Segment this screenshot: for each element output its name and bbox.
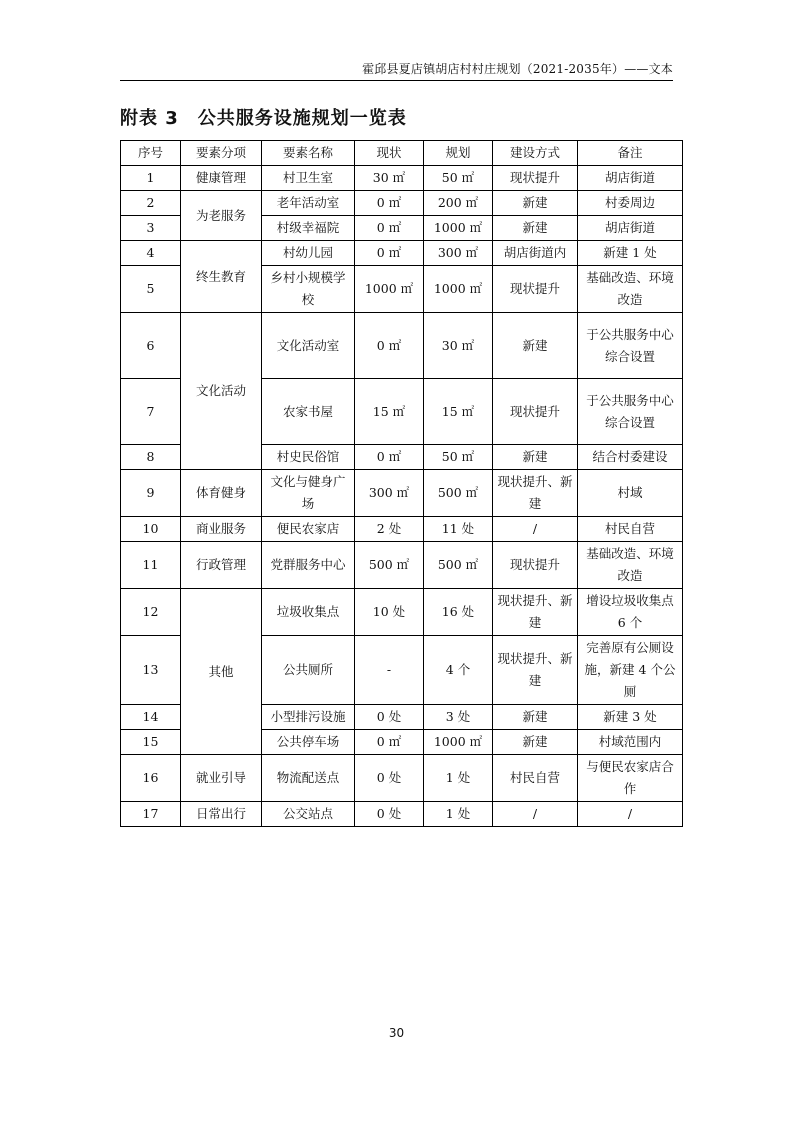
table-row — [121, 542, 683, 589]
cell-plan: 11 处 — [424, 517, 493, 542]
cell-method: 现状提升、新建 — [493, 589, 578, 636]
cell-note: 村域范围内 — [578, 730, 683, 755]
cell-name: 文化活动室 — [262, 313, 355, 379]
cell-no: 17 — [121, 802, 181, 827]
cell-no: 13 — [121, 636, 181, 705]
cell-plan: 1 处 — [424, 802, 493, 827]
cell-note: 村民自营 — [578, 517, 683, 542]
cell-note: 与便民农家店合作 — [578, 755, 683, 802]
cell-no: 7 — [121, 379, 181, 445]
cell-no: 9 — [121, 470, 181, 517]
cell-name: 乡村小规模学校 — [262, 266, 355, 313]
cell-name: 小型排污设施 — [262, 705, 355, 730]
cell-method: 村民自营 — [493, 755, 578, 802]
cell-note: 结合村委建设 — [578, 445, 683, 470]
cell-method: 现状提升 — [493, 542, 578, 589]
cell-current: 30 ㎡ — [355, 166, 424, 191]
running-header: 霍邱县夏店镇胡店村村庄规划（2021-2035年）——文本 — [362, 62, 673, 76]
cell-plan: 1 处 — [424, 755, 493, 802]
cell-plan: 1000 ㎡ — [424, 216, 493, 241]
cell-note: 于公共服务中心综合设置 — [578, 313, 683, 379]
cell-name: 物流配送点 — [262, 755, 355, 802]
cell-method: 现状提升 — [493, 379, 578, 445]
cell-current: 2 处 — [355, 517, 424, 542]
cell-current: 0 ㎡ — [355, 241, 424, 266]
cell-no: 4 — [121, 241, 181, 266]
cell-plan: 1000 ㎡ — [424, 266, 493, 313]
cell-no: 5 — [121, 266, 181, 313]
table-row — [121, 802, 683, 827]
cell-note: 新建 3 处 — [578, 705, 683, 730]
cell-plan: 50 ㎡ — [424, 166, 493, 191]
cell-category: 体育健身 — [181, 470, 262, 517]
cell-name: 公共停车场 — [262, 730, 355, 755]
cell-note: 于公共服务中心综合设置 — [578, 379, 683, 445]
cell-plan: 1000 ㎡ — [424, 730, 493, 755]
cell-plan: 4 个 — [424, 636, 493, 705]
cell-current: 0 处 — [355, 705, 424, 730]
cell-no: 3 — [121, 216, 181, 241]
cell-method: 新建 — [493, 313, 578, 379]
cell-no: 6 — [121, 313, 181, 379]
cell-name: 垃圾收集点 — [262, 589, 355, 636]
cell-method: 新建 — [493, 705, 578, 730]
facilities-table — [120, 140, 683, 827]
cell-method: 新建 — [493, 445, 578, 470]
cell-method: 新建 — [493, 216, 578, 241]
cell-note: 村域 — [578, 470, 683, 517]
cell-plan: 3 处 — [424, 705, 493, 730]
cell-current: 0 处 — [355, 755, 424, 802]
cell-current: 300 ㎡ — [355, 470, 424, 517]
cell-current: 10 处 — [355, 589, 424, 636]
cell-no: 16 — [121, 755, 181, 802]
header-note: 备注 — [578, 141, 683, 166]
cell-current: 0 ㎡ — [355, 216, 424, 241]
cell-method: 新建 — [493, 191, 578, 216]
cell-method: 现状提升、新建 — [493, 470, 578, 517]
cell-category: 终生教育 — [181, 241, 262, 313]
cell-name: 村史民俗馆 — [262, 445, 355, 470]
table-title: 附表 3 公共服务设施规划一览表 — [120, 108, 407, 129]
cell-no: 10 — [121, 517, 181, 542]
cell-current: 0 ㎡ — [355, 191, 424, 216]
cell-no: 2 — [121, 191, 181, 216]
cell-category: 为老服务 — [181, 191, 262, 241]
cell-name: 公共厕所 — [262, 636, 355, 705]
cell-note: 完善原有公厕设施，新建 4 个公厕 — [578, 636, 683, 705]
table-header-row — [121, 141, 683, 166]
cell-plan: 30 ㎡ — [424, 313, 493, 379]
table-row — [121, 191, 683, 216]
cell-name: 老年活动室 — [262, 191, 355, 216]
cell-note: 胡店街道 — [578, 166, 683, 191]
table-row — [121, 241, 683, 266]
cell-current: 0 处 — [355, 802, 424, 827]
cell-note: 新建 1 处 — [578, 241, 683, 266]
cell-no: 1 — [121, 166, 181, 191]
cell-method: 现状提升、新建 — [493, 636, 578, 705]
cell-name: 文化与健身广场 — [262, 470, 355, 517]
table-row — [121, 166, 683, 191]
cell-note: 增设垃圾收集点 6 个 — [578, 589, 683, 636]
cell-name: 便民农家店 — [262, 517, 355, 542]
cell-method: 现状提升 — [493, 266, 578, 313]
cell-current: 15 ㎡ — [355, 379, 424, 445]
cell-no: 8 — [121, 445, 181, 470]
page-number: 30 — [388, 1026, 405, 1040]
cell-no: 14 — [121, 705, 181, 730]
cell-method: 现状提升 — [493, 166, 578, 191]
cell-no: 11 — [121, 542, 181, 589]
cell-category: 商业服务 — [181, 517, 262, 542]
cell-name: 党群服务中心 — [262, 542, 355, 589]
cell-name: 村幼儿园 — [262, 241, 355, 266]
cell-name: 公交站点 — [262, 802, 355, 827]
cell-category: 就业引导 — [181, 755, 262, 802]
cell-plan: 300 ㎡ — [424, 241, 493, 266]
cell-plan: 500 ㎡ — [424, 470, 493, 517]
cell-method: / — [493, 802, 578, 827]
cell-note: 基础改造、环境改造 — [578, 542, 683, 589]
table-row — [121, 589, 683, 636]
cell-current: 1000 ㎡ — [355, 266, 424, 313]
cell-category: 行政管理 — [181, 542, 262, 589]
cell-note: 村委周边 — [578, 191, 683, 216]
header-category: 要素分项 — [181, 141, 262, 166]
cell-name: 农家书屋 — [262, 379, 355, 445]
cell-plan: 16 处 — [424, 589, 493, 636]
cell-category: 健康管理 — [181, 166, 262, 191]
header-current: 现状 — [355, 141, 424, 166]
cell-no: 15 — [121, 730, 181, 755]
cell-plan: 50 ㎡ — [424, 445, 493, 470]
cell-name: 村卫生室 — [262, 166, 355, 191]
cell-current: 500 ㎡ — [355, 542, 424, 589]
cell-plan: 500 ㎡ — [424, 542, 493, 589]
cell-plan: 200 ㎡ — [424, 191, 493, 216]
cell-method: 新建 — [493, 730, 578, 755]
cell-current: 0 ㎡ — [355, 313, 424, 379]
header-plan: 规划 — [424, 141, 493, 166]
header-divider — [120, 80, 673, 81]
cell-method: 胡店街道内 — [493, 241, 578, 266]
cell-plan: 15 ㎡ — [424, 379, 493, 445]
cell-no: 12 — [121, 589, 181, 636]
table-row — [121, 755, 683, 802]
table-row — [121, 517, 683, 542]
cell-method: / — [493, 517, 578, 542]
cell-name: 村级幸福院 — [262, 216, 355, 241]
cell-current: - — [355, 636, 424, 705]
cell-category: 其他 — [181, 589, 262, 755]
header-method: 建设方式 — [493, 141, 578, 166]
cell-current: 0 ㎡ — [355, 445, 424, 470]
cell-note: / — [578, 802, 683, 827]
header-name: 要素名称 — [262, 141, 355, 166]
cell-note: 胡店街道 — [578, 216, 683, 241]
header-no: 序号 — [121, 141, 181, 166]
cell-category: 文化活动 — [181, 313, 262, 470]
table-row — [121, 313, 683, 379]
cell-category: 日常出行 — [181, 802, 262, 827]
cell-current: 0 ㎡ — [355, 730, 424, 755]
table-row — [121, 470, 683, 517]
cell-note: 基础改造、环境改造 — [578, 266, 683, 313]
